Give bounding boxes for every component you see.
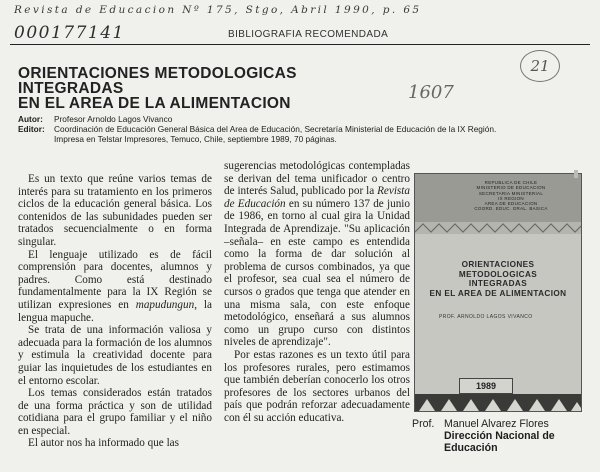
cover-pattern-icon [415, 394, 581, 411]
section-header: BIBLIOGRAFIA RECOMENDADA [228, 29, 389, 40]
paragraph: Los temas considerados están tratados de una forma práctica y son de utilidad cotidiana para el grupo familiar y el niño en especial. [18, 387, 212, 437]
cover-institution: REPUBLICA DE CHILE MINISTERIO DE EDUCACION SECRETARIA MINISTERIAL IX REGION AREA DE EDUCACION COORD. EDUC. GRAL. BASICA [474, 180, 548, 212]
book-cover-image [414, 173, 582, 412]
cover-year: 1989 [459, 378, 513, 394]
text-column-2 [224, 160, 410, 424]
imprint-row [18, 134, 588, 144]
title-line-2: EN EL AREA DE LA ALIMENTACION [18, 95, 291, 112]
cover-zigzag-band [415, 222, 581, 234]
paragraph: Se trata de una información valiosa y adecuada para la formación de los alumnos y estimula la creatividad docente para guiar las inquietudes de los estudiantes en el entorno escolar. [18, 324, 212, 387]
article-title [18, 66, 398, 111]
editor-name: Coordinación de Educación General Básica del Area de Educación, Secretaría Ministerial de Educación de la IX Región. [54, 124, 497, 135]
imprint: Impresa en Telstar Impresores, Temuco, Chile, septiembre 1989, 70 páginas. [54, 134, 337, 145]
cover-title: ORIENTACIONES METODOLOGICAS INTEGRADAS EN EL AREA DE ALIMENTACION [429, 260, 567, 298]
editor-label: Editor: [18, 124, 45, 135]
reviewer-name: Manuel Alvarez Flores [444, 418, 549, 430]
author-label: Autor: [18, 114, 43, 124]
handwritten-citation: Revista de Educacion Nº 175, Stgo, Abril 1990, p. 65 [14, 4, 422, 16]
paragraph: El autor nos ha informado que las [28, 437, 179, 450]
author-name: Profesor Arnoldo Lagos Vivanco [54, 114, 173, 124]
reviewer-title: Prof. [412, 418, 435, 430]
cover-author: PROF. ARNOLDO LAGOS VIVANCO [439, 314, 533, 320]
paragraph: sugerencias metodológicas contempladas se derivan del tema unificador o centro de interés Salud, publicado por la Revista de Educación en su número 137 de junio de 1986, en torno al cual gira la Unidad Integrada de Aprendizaje. "Su aplicación –señala– en este campo es entendida como la forma de dar solución al problema de cursos combinados, ya que el profesor, sea cual sea el número de cursos o grados que tenga que atender en una misma sala, con este enfoque metodológico, enseñará a sus alumnos como un grupo curso con distintos niveles de aprendizaje". [224, 160, 410, 349]
scan-blot [574, 170, 578, 178]
title-line-1: ORIENTACIONES METODOLOGICAS INTEGRADAS [18, 65, 297, 97]
paragraph: El lenguaje utilizado es de fácil comprensión para docentes, alumnos y padres. Como está destinado fundamentalmente para la IX Región se utilizan expresiones en mapudungun, la lengua mapuche. [18, 248, 212, 324]
paragraph: Es un texto que reúne varios temas de interés para su tratamiento en los primeros ciclos de la educación general básica. Los contenidos de las subunidades pueden ser tratados secuencialmente o en forma singular. [18, 173, 212, 248]
handwritten-catalog-number: 000177141 [14, 23, 125, 43]
editor-row [18, 124, 588, 134]
header-rule [10, 44, 590, 45]
reviewer-caption [412, 419, 592, 454]
circled-mark: 21 [520, 50, 560, 82]
reviewer-institution: Dirección Nacional de Educación [444, 429, 555, 454]
text-column-1 [18, 173, 212, 450]
author-row [18, 114, 588, 124]
publication-metadata [18, 114, 588, 145]
paragraph: Por estas razones es un texto útil para los profesores rurales, pero estimamos que también deberían conocerlo los otros profesores de los sectores urbanos del país que podrán reforzar adecuadamente con él su acción educativa. [224, 348, 410, 424]
handwritten-mark: 1607 [408, 82, 454, 103]
